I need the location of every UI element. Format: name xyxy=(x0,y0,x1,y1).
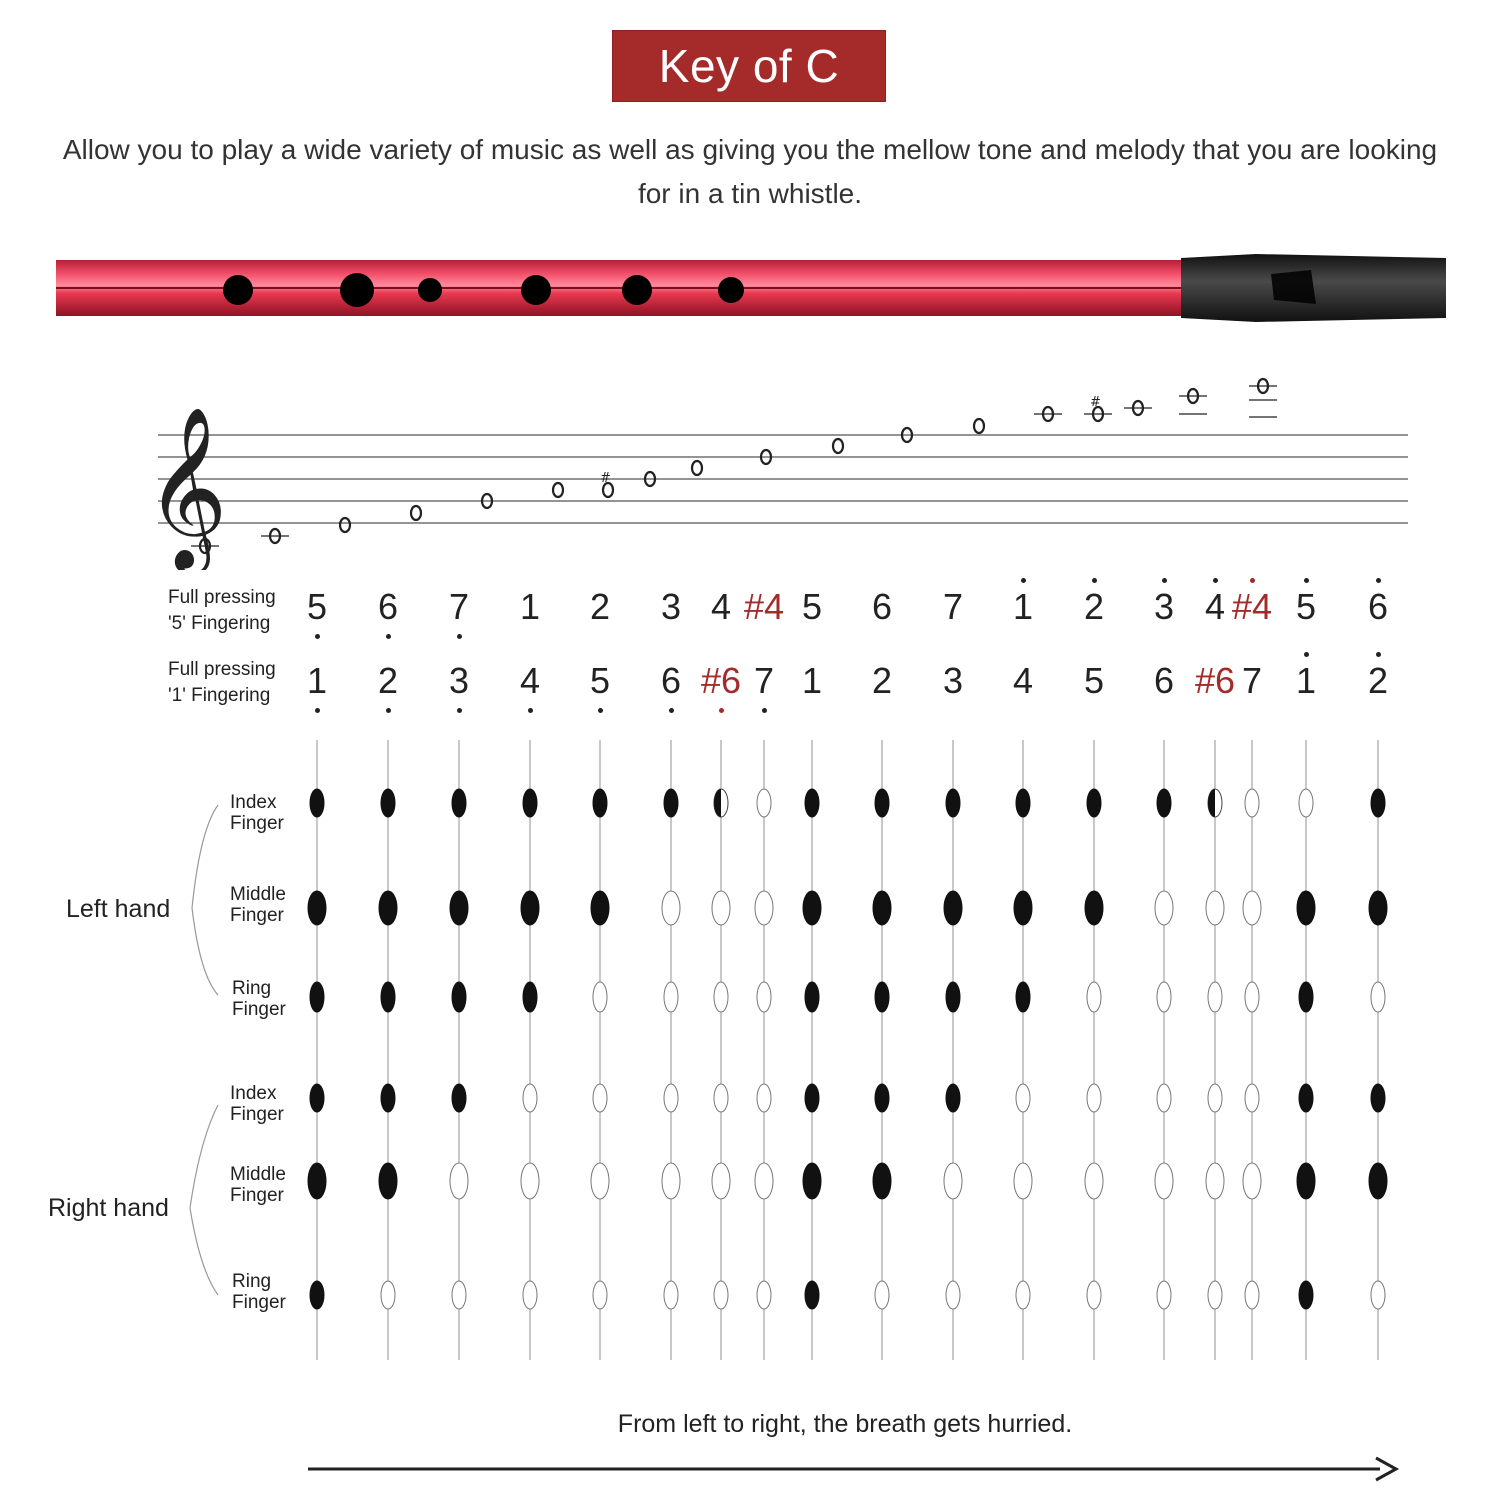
hole-closed xyxy=(946,789,960,817)
five-fingering-number-13: 2 xyxy=(1083,586,1105,627)
five-fingering-label: Full pressing '5' Fingering xyxy=(168,587,276,634)
left-ring-finger-label: Ring Finger xyxy=(232,978,286,1020)
hole-open xyxy=(1243,891,1261,925)
hole-closed xyxy=(805,1281,819,1309)
hole-closed xyxy=(1157,789,1171,817)
one-fingering-number-11: 3 xyxy=(942,660,964,701)
hole-open xyxy=(1087,982,1101,1012)
five-fingering-number-8: #4 xyxy=(743,586,785,627)
fingering-column-6 xyxy=(662,740,680,1360)
hole-open xyxy=(381,1281,395,1309)
hole-open xyxy=(1208,982,1222,1012)
one-fingering-number-13: 5 xyxy=(1083,660,1105,701)
fingering-column-3 xyxy=(450,740,468,1360)
hole-open xyxy=(521,1163,539,1199)
hole-open xyxy=(1206,1163,1224,1199)
fingering-column-13 xyxy=(1085,740,1103,1360)
hole-closed xyxy=(1087,789,1101,817)
one-fingering-number-15: #6 xyxy=(1194,660,1236,701)
right-hand-label: Right hand xyxy=(48,1194,169,1222)
hole-open xyxy=(1157,1084,1171,1112)
hole-open xyxy=(757,1281,771,1309)
hole-open xyxy=(593,1281,607,1309)
one-fingering-number-18: 2 xyxy=(1367,660,1389,701)
fingering-column-18 xyxy=(1369,740,1387,1360)
hole-closed xyxy=(803,1163,821,1199)
fingering-column-14 xyxy=(1155,740,1173,1360)
hole-closed xyxy=(1014,891,1032,925)
one-fingering-number-5: 5 xyxy=(589,660,611,701)
hole-open xyxy=(664,1084,678,1112)
five-fingering-number-15: 4 xyxy=(1204,586,1226,627)
hole-closed xyxy=(1299,1281,1313,1309)
hole-open xyxy=(450,1163,468,1199)
hole-open xyxy=(1245,1281,1259,1309)
hole-open xyxy=(755,891,773,925)
hole-open xyxy=(712,891,730,925)
one-fingering-number-10: 2 xyxy=(871,660,893,701)
subtitle: Allow you to play a wide variety of music as well as giving you the mellow tone and melody that you are looking for in a tin whistle. xyxy=(62,134,1438,209)
hole-open xyxy=(662,891,680,925)
one-fingering-number-1: 1 xyxy=(306,660,328,701)
one-fingering-number-7: #6 xyxy=(700,660,742,701)
right-index-finger-label: Index Finger xyxy=(230,1083,284,1125)
hole-open xyxy=(664,1281,678,1309)
hole-closed xyxy=(523,789,537,817)
hole-open xyxy=(1157,982,1171,1012)
five-fingering-number-7: 4 xyxy=(710,586,732,627)
hole-open xyxy=(662,1163,680,1199)
hole-open xyxy=(1245,982,1259,1012)
five-fingering-number-1: 5 xyxy=(306,586,328,627)
five-fingering-number-6: 3 xyxy=(660,586,682,627)
hole-closed xyxy=(944,891,962,925)
hole-open xyxy=(1014,1163,1032,1199)
five-fingering-number-3: 7 xyxy=(448,586,470,627)
fingering-column-17 xyxy=(1297,740,1315,1360)
hole-closed xyxy=(308,891,326,925)
hole-closed xyxy=(521,891,539,925)
hole-half-fill xyxy=(1208,789,1215,817)
hole-closed xyxy=(310,982,324,1012)
hole-open xyxy=(1299,789,1313,817)
five-fingering-number-2: 6 xyxy=(377,586,399,627)
five-fingering-number-18: 6 xyxy=(1367,586,1389,627)
hole-closed xyxy=(379,891,397,925)
hole-open xyxy=(1245,1084,1259,1112)
hole-closed xyxy=(805,789,819,817)
left-hand-label: Left hand xyxy=(66,895,171,923)
hole-closed xyxy=(875,1084,889,1112)
hole-closed xyxy=(1371,789,1385,817)
five-fingering-number-17: 5 xyxy=(1295,586,1317,627)
five-fingering-number-14: 3 xyxy=(1153,586,1175,627)
fingering-column-16 xyxy=(1243,740,1261,1360)
hole-open xyxy=(593,982,607,1012)
one-fingering-number-16: 7 xyxy=(1241,660,1263,701)
five-fingering-number-4: 1 xyxy=(519,586,541,627)
fingering-column-10 xyxy=(873,740,891,1360)
hole-open xyxy=(523,1281,537,1309)
hole-open xyxy=(1245,789,1259,817)
hole-open xyxy=(664,982,678,1012)
one-fingering-number-12: 4 xyxy=(1012,660,1034,701)
hole-open xyxy=(1157,1281,1171,1309)
hole-closed xyxy=(523,982,537,1012)
hole-open xyxy=(1087,1281,1101,1309)
five-fingering-number-16: #4 xyxy=(1231,586,1273,627)
hole-open xyxy=(1243,1163,1261,1199)
hole-open xyxy=(714,1084,728,1112)
breath-caption: From left to right, the breath gets hurried. xyxy=(617,1410,1073,1438)
hole-closed xyxy=(875,789,889,817)
hole-open xyxy=(591,1163,609,1199)
hole-open xyxy=(946,1281,960,1309)
hand-brackets xyxy=(190,805,218,1295)
hole-open xyxy=(593,1084,607,1112)
hole-closed xyxy=(875,982,889,1012)
page-title: Key of C xyxy=(658,40,840,92)
treble-clef-icon: 𝄞 xyxy=(145,406,228,569)
hole-closed xyxy=(310,1281,324,1309)
hole-open xyxy=(1087,1084,1101,1112)
hole-closed xyxy=(308,1163,326,1199)
hole-open xyxy=(875,1281,889,1309)
hole-closed xyxy=(1369,891,1387,925)
hole-closed xyxy=(1297,891,1315,925)
five-fingering-number-11: 7 xyxy=(942,586,964,627)
hole-half-fill xyxy=(714,789,721,817)
hole-closed xyxy=(452,789,466,817)
left-middle-finger-label: Middle Finger xyxy=(230,884,286,926)
right-middle-finger-label: Middle Finger xyxy=(230,1164,286,1206)
hole-closed xyxy=(310,789,324,817)
hole-closed xyxy=(946,1084,960,1112)
fingering-column-4 xyxy=(521,740,539,1360)
fingering-column-15 xyxy=(1206,740,1224,1360)
hole-open xyxy=(1155,891,1173,925)
hole-closed xyxy=(1085,891,1103,925)
hole-open xyxy=(1208,1084,1222,1112)
hole-closed xyxy=(1297,1163,1315,1199)
fingering-column-5 xyxy=(591,740,609,1360)
hole-closed xyxy=(593,789,607,817)
hole-open xyxy=(712,1163,730,1199)
hole-closed xyxy=(1369,1163,1387,1199)
hole-closed xyxy=(873,1163,891,1199)
hole-closed xyxy=(381,982,395,1012)
five-fingering-number-9: 5 xyxy=(801,586,823,627)
hole-open xyxy=(523,1084,537,1112)
hole-open xyxy=(714,982,728,1012)
hole-closed xyxy=(1016,982,1030,1012)
one-fingering-number-8: 7 xyxy=(753,660,775,701)
five-fingering-number-10: 6 xyxy=(871,586,893,627)
hole-open xyxy=(1016,1084,1030,1112)
hole-open xyxy=(755,1163,773,1199)
fingering-column-11 xyxy=(944,740,962,1360)
hole-open xyxy=(1206,891,1224,925)
hole-open xyxy=(1371,1281,1385,1309)
hole-open xyxy=(944,1163,962,1199)
hole-open xyxy=(1085,1163,1103,1199)
hole-open xyxy=(1016,1281,1030,1309)
one-fingering-number-6: 6 xyxy=(660,660,682,701)
hole-open xyxy=(1155,1163,1173,1199)
svg-text:#: # xyxy=(600,471,611,486)
five-fingering-number-5: 2 xyxy=(589,586,611,627)
fingering-column-9 xyxy=(803,740,821,1360)
hole-closed xyxy=(381,789,395,817)
hole-closed xyxy=(873,891,891,925)
hole-closed xyxy=(452,982,466,1012)
hole-closed xyxy=(664,789,678,817)
one-fingering-number-3: 3 xyxy=(448,660,470,701)
one-fingering-label: Full pressing '1' Fingering xyxy=(168,659,276,706)
one-fingering-number-4: 4 xyxy=(519,660,541,701)
svg-text:#: # xyxy=(1090,395,1101,410)
hole-closed xyxy=(805,1084,819,1112)
breath-direction-arrow-icon xyxy=(300,1455,1400,1485)
one-fingering-number-9: 1 xyxy=(801,660,823,701)
fingering-column-1 xyxy=(308,740,326,1360)
hole-closed xyxy=(1299,982,1313,1012)
hole-open xyxy=(757,1084,771,1112)
hole-closed xyxy=(805,982,819,1012)
hole-closed xyxy=(381,1084,395,1112)
hole-open xyxy=(1208,1281,1222,1309)
hole-open xyxy=(1371,982,1385,1012)
one-fingering-number-2: 2 xyxy=(377,660,399,701)
five-fingering-number-12: 1 xyxy=(1012,586,1034,627)
hole-closed xyxy=(310,1084,324,1112)
hole-open xyxy=(452,1281,466,1309)
left-index-finger-label: Index Finger xyxy=(230,792,284,834)
fingering-column-2 xyxy=(379,740,397,1360)
hole-closed xyxy=(946,982,960,1012)
hole-open xyxy=(714,1281,728,1309)
hole-closed xyxy=(450,891,468,925)
hole-open xyxy=(757,982,771,1012)
hole-closed xyxy=(1299,1084,1313,1112)
one-fingering-number-17: 1 xyxy=(1295,660,1317,701)
fingering-column-7 xyxy=(712,740,730,1360)
right-ring-finger-label: Ring Finger xyxy=(232,1271,286,1313)
hole-closed xyxy=(1371,1084,1385,1112)
fingering-column-8 xyxy=(755,740,773,1360)
hole-closed xyxy=(379,1163,397,1199)
fingering-column-12 xyxy=(1014,740,1032,1360)
one-fingering-number-14: 6 xyxy=(1153,660,1175,701)
hole-closed xyxy=(803,891,821,925)
hole-open xyxy=(757,789,771,817)
hole-closed xyxy=(1016,789,1030,817)
hole-closed xyxy=(452,1084,466,1112)
hole-closed xyxy=(591,891,609,925)
